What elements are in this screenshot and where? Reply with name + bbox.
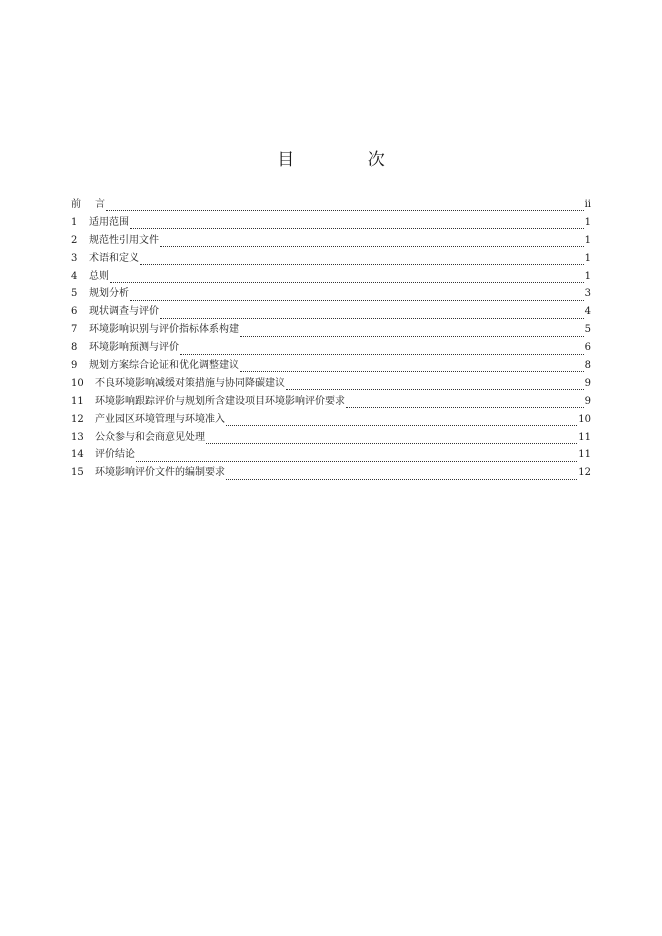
toc-entry-title: 公众参与和会商意见处理 xyxy=(95,431,205,443)
toc-entry-number: 15 xyxy=(71,467,84,479)
toc-entry-number: 10 xyxy=(71,377,84,389)
toc-dot-leader xyxy=(130,218,584,229)
toc-entry-page: 6 xyxy=(584,342,591,354)
toc-entry[interactable] xyxy=(71,393,591,411)
page-title: 目 次 xyxy=(277,150,419,170)
toc-entry-page: 8 xyxy=(584,360,591,372)
toc-entry-title: 环境影响识别与评价指标体系构建 xyxy=(89,324,239,336)
toc-entry[interactable] xyxy=(71,285,591,303)
toc-dot-leader xyxy=(206,433,577,444)
toc-entry-number: 6 xyxy=(71,306,78,318)
toc-entry-number: 前 xyxy=(71,199,81,210)
toc-entry-page: 9 xyxy=(584,395,591,407)
toc-entry-number: 5 xyxy=(71,288,78,300)
toc-entry-page: 4 xyxy=(584,306,591,318)
toc-entry-title: 总则 xyxy=(89,270,109,282)
toc-dot-leader xyxy=(106,200,584,211)
toc-dot-leader xyxy=(240,326,584,337)
toc-entry-page: 1 xyxy=(584,270,591,282)
toc-entry[interactable] xyxy=(71,214,591,232)
toc-entry[interactable] xyxy=(71,268,591,286)
toc-entry-page: 11 xyxy=(578,449,591,461)
toc-entry-page: 1 xyxy=(584,234,591,246)
toc-dot-leader xyxy=(136,451,577,462)
toc-dot-leader xyxy=(130,290,584,301)
toc-dot-leader xyxy=(286,379,584,390)
toc-entry-page: 9 xyxy=(584,377,591,389)
toc-entry-number: 9 xyxy=(71,360,78,372)
toc-dot-leader xyxy=(346,397,584,408)
toc-entry-number: 14 xyxy=(71,449,84,461)
toc-dot-leader xyxy=(240,361,584,372)
toc-dot-leader xyxy=(226,415,577,426)
toc-entry[interactable] xyxy=(71,232,591,250)
toc-entry-title: 环境影响评价文件的编制要求 xyxy=(95,467,225,479)
toc-entry-title: 规范性引用文件 xyxy=(89,234,159,246)
toc-entry-title: 适用范围 xyxy=(89,216,129,228)
toc-entry-title: 现状调查与评价 xyxy=(89,306,159,318)
toc-entry-title: 环境影响预测与评价 xyxy=(89,342,179,354)
toc-entry-page: 1 xyxy=(584,252,591,264)
toc-entry-page: 11 xyxy=(578,431,591,443)
toc-entry-page: 3 xyxy=(584,288,591,300)
toc-dot-leader xyxy=(160,236,584,247)
toc-entry[interactable] xyxy=(71,375,591,393)
toc-entry-number: 12 xyxy=(71,413,84,425)
toc-entry-number: 7 xyxy=(71,324,78,336)
toc-entry-number: 4 xyxy=(71,270,78,282)
toc-entry-page: ii xyxy=(584,199,591,210)
toc-entry-number: 3 xyxy=(71,252,78,264)
table-of-contents xyxy=(71,196,591,482)
toc-entry[interactable] xyxy=(71,429,591,447)
toc-entry-preface[interactable] xyxy=(71,196,591,214)
toc-entry[interactable] xyxy=(71,357,591,375)
toc-entry-number: 8 xyxy=(71,342,78,354)
toc-entry-page: 10 xyxy=(578,413,591,425)
toc-entry[interactable] xyxy=(71,464,591,482)
toc-entry[interactable] xyxy=(71,446,591,464)
toc-dot-leader xyxy=(160,308,584,319)
toc-entry-number: 13 xyxy=(71,431,84,443)
toc-entry-title: 环境影响跟踪评价与规划所含建设项目环境影响评价要求 xyxy=(95,395,345,407)
toc-entry-page: 1 xyxy=(584,216,591,228)
toc-entry[interactable] xyxy=(71,339,591,357)
toc-entry-title: 规划方案综合论证和优化调整建议 xyxy=(89,360,239,372)
toc-dot-leader xyxy=(110,272,584,283)
toc-entry-title: 不良环境影响减缓对策措施与协同降碳建议 xyxy=(95,377,285,389)
toc-dot-leader xyxy=(226,469,577,480)
toc-entry[interactable] xyxy=(71,303,591,321)
toc-entry-title: 产业园区环境管理与环境准入 xyxy=(95,413,225,425)
toc-entry-title: 规划分析 xyxy=(89,288,129,300)
toc-entry[interactable] xyxy=(71,411,591,429)
toc-entry-page: 5 xyxy=(584,324,591,336)
toc-entry-page: 12 xyxy=(578,467,591,479)
toc-entry-title: 术语和定义 xyxy=(89,252,139,264)
toc-entry[interactable] xyxy=(71,250,591,268)
toc-entry-title: 言 xyxy=(95,199,105,210)
toc-entry-number: 1 xyxy=(71,216,78,228)
toc-entry-number: 2 xyxy=(71,234,78,246)
toc-dot-leader xyxy=(180,344,584,355)
toc-entry-title: 评价结论 xyxy=(95,449,135,461)
toc-entry-number: 11 xyxy=(71,395,84,407)
toc-dot-leader xyxy=(140,254,584,265)
toc-entry[interactable] xyxy=(71,321,591,339)
